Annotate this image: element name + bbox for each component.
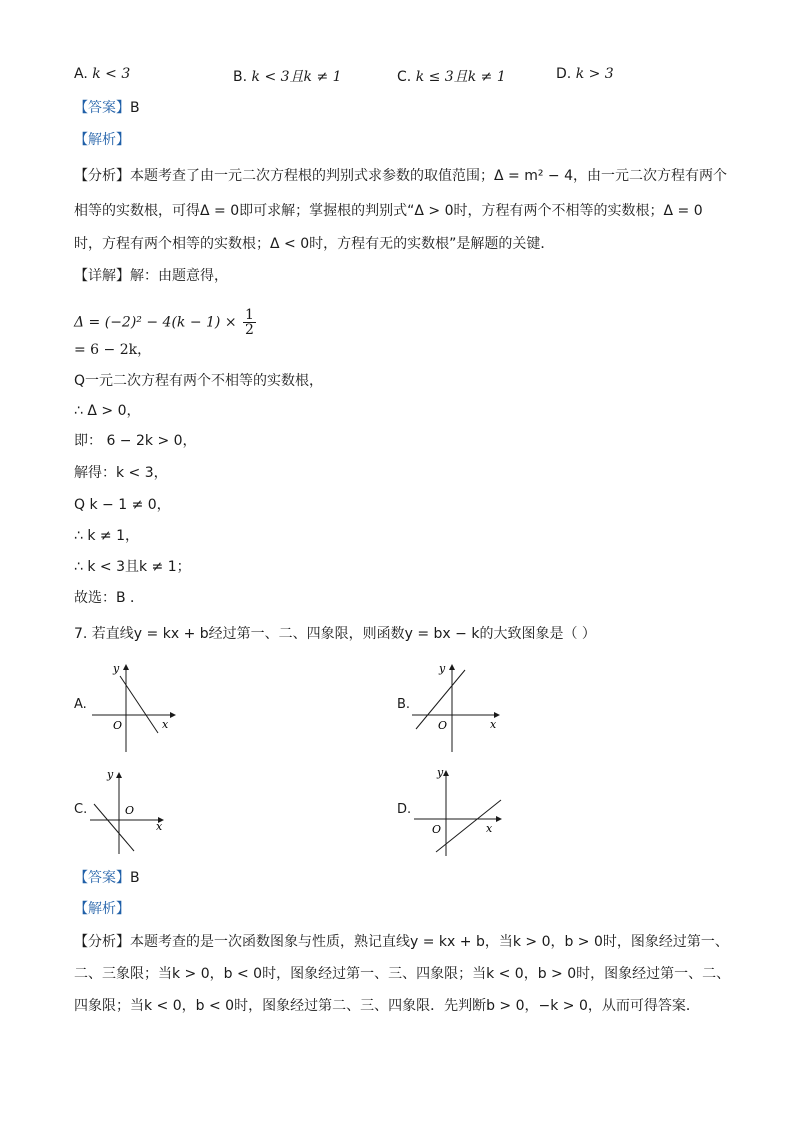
analysis-2-line-1 xyxy=(74,932,729,952)
graph-d-svg xyxy=(412,762,507,858)
option-text: k > 3 xyxy=(575,66,614,82)
x-label: x xyxy=(156,820,163,833)
step-3: ∴ Δ > 0， xyxy=(74,403,141,419)
graph-a-letter: A. xyxy=(74,697,87,712)
graph-c-letter: C. xyxy=(74,802,88,817)
graph-d-letter: D. xyxy=(397,802,412,817)
detail-head: 【详解】 xyxy=(74,268,130,284)
analysis-tag-line xyxy=(74,130,130,150)
origin-label: O xyxy=(438,719,448,732)
option-letter: B. xyxy=(233,69,248,85)
option-text: k < 3且k ≠ 1 xyxy=(251,69,342,85)
x-label: x xyxy=(490,718,497,731)
option-text: k ≤ 3且k ≠ 1 xyxy=(415,69,506,85)
x-label: x xyxy=(486,822,493,835)
analysis-tag: 【解析】 xyxy=(74,132,130,148)
graph-c-svg xyxy=(88,764,173,856)
fraction-numerator: 1 xyxy=(245,307,254,323)
graph-a xyxy=(90,656,180,756)
y-arrow-icon xyxy=(123,664,129,670)
graph-d xyxy=(412,762,507,858)
fraction-denominator: 2 xyxy=(245,322,254,338)
detail-first: 解：由题意得， xyxy=(130,268,228,284)
analysis-2-tag-line xyxy=(74,899,130,919)
origin-label: O xyxy=(113,719,123,732)
graph-b xyxy=(410,656,505,756)
fraction xyxy=(243,308,256,337)
step-6: Q k − 1 ≠ 0， xyxy=(74,497,171,513)
y-label: y xyxy=(437,766,444,779)
delta-expression xyxy=(74,308,256,337)
analysis-2-tag: 【解析】 xyxy=(74,901,130,917)
detail-line xyxy=(74,266,228,286)
step-4: 即： 6 − 2k > 0， xyxy=(74,433,197,449)
x-label: x xyxy=(162,718,169,731)
option-text: k < 3 xyxy=(92,66,131,82)
option-d xyxy=(556,66,614,82)
y-arrow-icon xyxy=(449,664,455,670)
x-arrow-icon xyxy=(170,712,176,718)
origin-label: O xyxy=(432,823,442,836)
graph-b-svg xyxy=(410,656,505,756)
option-b xyxy=(233,66,342,86)
step-8: ∴ k < 3且k ≠ 1； xyxy=(74,559,191,575)
analysis-text: 本题考查了由一元二次方程根的判别式求参数的取值范围；Δ = m² − 4，由一元二次方程有两个 xyxy=(130,168,727,184)
y-label: y xyxy=(107,768,114,781)
option-letter: D. xyxy=(556,66,572,82)
y-arrow-icon xyxy=(443,770,449,776)
answer-2-value: B xyxy=(130,870,140,886)
step-9: 故选：B ． xyxy=(74,590,145,606)
origin-label: O xyxy=(125,804,135,817)
step-5: 解得：k < 3， xyxy=(74,465,168,481)
answer-value: B xyxy=(130,100,140,116)
y-arrow-icon xyxy=(116,772,122,778)
answer-line xyxy=(74,98,140,118)
step-7: ∴ k ≠ 1， xyxy=(74,528,140,544)
option-c xyxy=(397,66,506,86)
option-letter: A. xyxy=(74,66,88,82)
analysis-head: 【分析】 xyxy=(74,168,130,184)
analysis-line-3: 时，方程有两个相等的实数根；Δ < 0时，方程有无的实数根”是解题的关键． xyxy=(74,236,555,252)
question-7: 7. 若直线y = kx + b经过第一、二、四象限，则函数y = bx − k的大致图象是（ ） xyxy=(74,626,596,642)
analysis-2-text: 本题考查的是一次函数图象与性质，熟记直线y = kx + b，当k > 0，b > 0时，图象经过第一、 xyxy=(130,934,729,950)
answer-tag: 【答案】 xyxy=(74,100,130,116)
delta-expr: Δ = (−2)² − 4(k − 1) × xyxy=(74,314,237,331)
analysis-2-head: 【分析】 xyxy=(74,934,130,950)
step-2: Q一元二次方程有两个不相等的实数根， xyxy=(74,373,324,389)
graph-b-letter: B. xyxy=(397,697,411,712)
analysis-line-1 xyxy=(74,166,727,186)
analysis-2-line-2: 二、三象限；当k > 0，b < 0时，图象经过第一、三、四象限；当k < 0，b > 0时，图象经过第一、二、 xyxy=(74,966,731,982)
y-label: y xyxy=(113,662,120,675)
answer-2-line xyxy=(74,868,140,888)
graph-a-svg xyxy=(90,656,180,756)
option-a xyxy=(74,66,130,82)
option-letter: C. xyxy=(397,69,412,85)
analysis-line-2: 相等的实数根，可得Δ = 0即可求解；掌握根的判别式“Δ > 0时，方程有两个不相等的实数根；Δ = 0 xyxy=(74,203,703,219)
graph-c xyxy=(88,764,173,856)
y-label: y xyxy=(439,662,446,675)
analysis-2-line-3: 四象限；当k < 0，b < 0时，图象经过第二、三、四象限．先判断b > 0，−k > 0，从而可得答案． xyxy=(74,998,700,1014)
step-1: = 6 − 2k， xyxy=(74,342,152,358)
answer-2-tag: 【答案】 xyxy=(74,870,130,886)
x-arrow-icon xyxy=(496,816,502,822)
